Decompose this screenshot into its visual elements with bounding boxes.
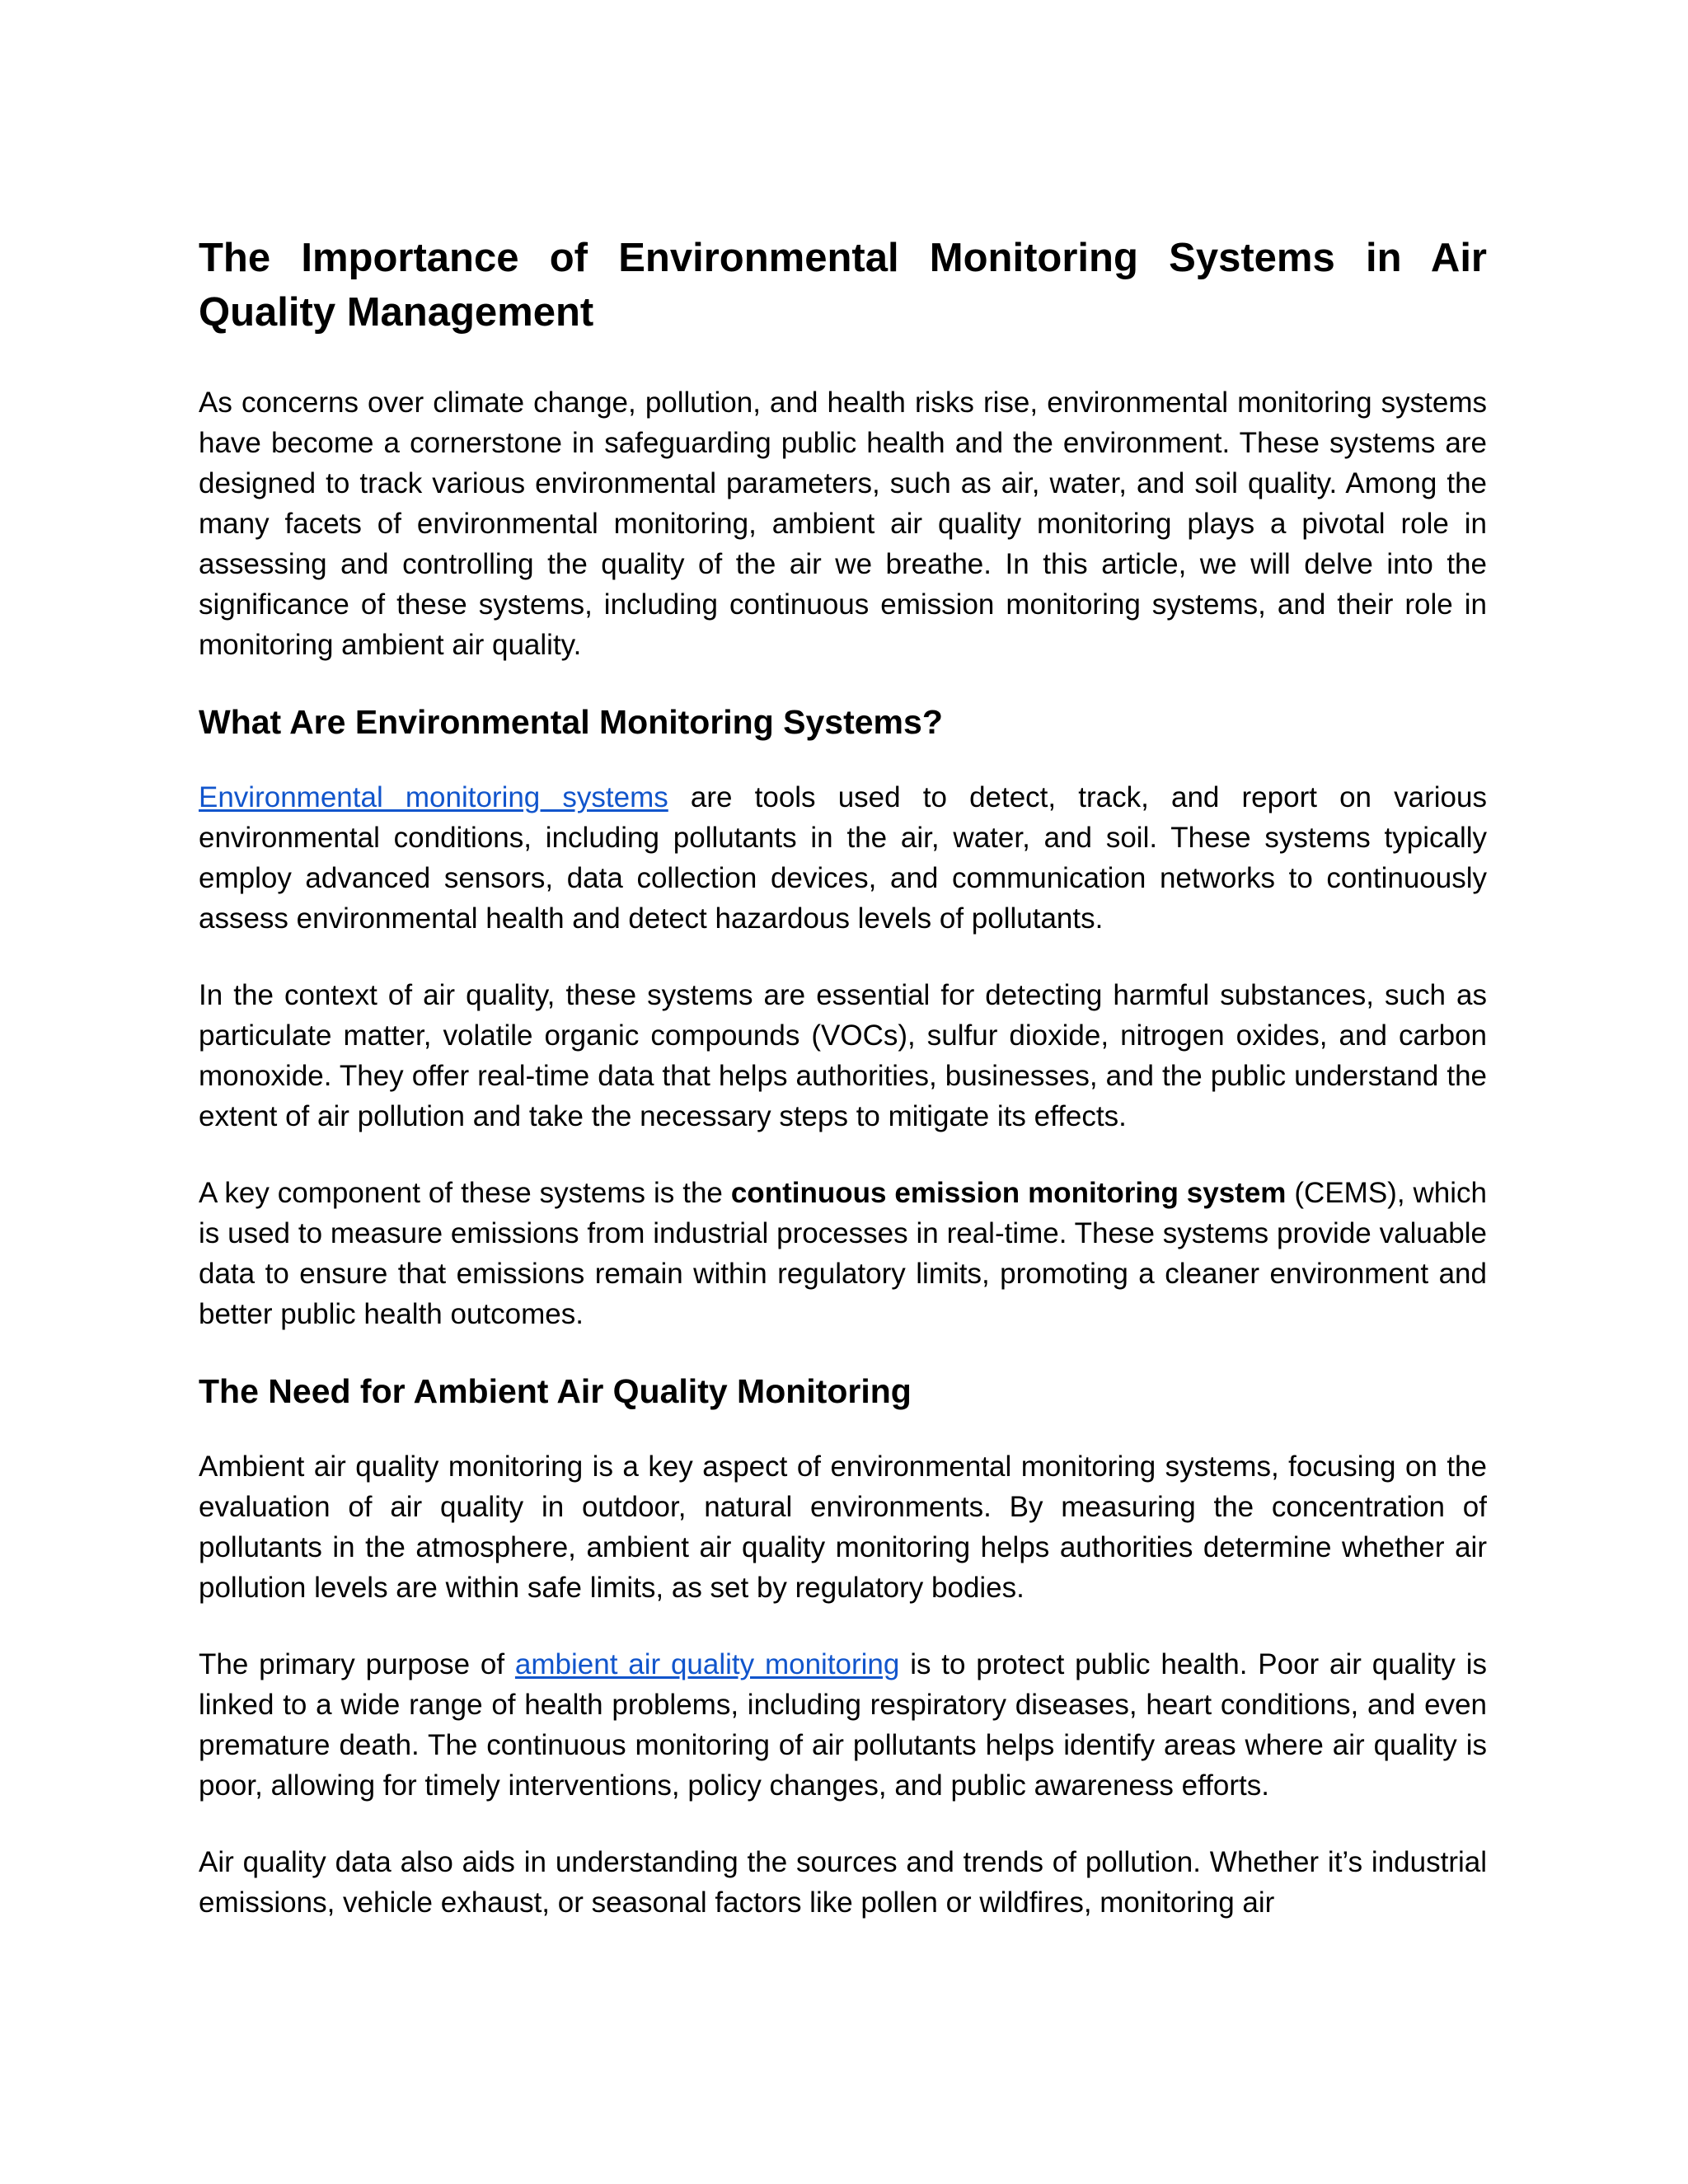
section1-paragraph-1 xyxy=(199,777,1487,939)
section1-paragraph-3-text: (CEMS), which is used to measure emissions from industrial processes in real-time. These systems provide valuable data to ensure that emissions remain within regulatory limits, promoting a cleaner environment and better public health outcomes. xyxy=(199,1177,1487,1330)
section1-paragraph-3-lead: A key component of these systems is the xyxy=(199,1177,731,1209)
ambient-air-quality-monitoring-link[interactable]: ambient air quality monitoring xyxy=(514,1648,900,1680)
document-body xyxy=(199,231,1487,1959)
section2-paragraph-1: Ambient air quality monitoring is a key aspect of environmental monitoring systems, focusing on the evaluation of air quality in outdoor, natural environments. By measuring the concentration of pollutants in the atmosphere, ambient air quality monitoring helps authorities determine whether air pollution levels are within safe limits, as set by regulatory bodies. xyxy=(199,1451,1487,1604)
section1-paragraph-1-text: are tools used to detect, track, and report on various environmental conditions, including pollutants in the air, water, and soil. These systems typically employ advanced sensors, data collection devices, and communication networks to continuously assess environmental health and detect hazardous levels of pollutants. xyxy=(199,781,1487,935)
section2-paragraph-2 xyxy=(199,1644,1487,1806)
environmental-monitoring-systems-link[interactable]: Environmental monitoring systems xyxy=(199,781,668,813)
section1-paragraph-2: In the context of air quality, these systems are essential for detecting harmful substances, such as particulate matter, volatile organic compounds (VOCs), sulfur dioxide, nitrogen oxides, and carbon monoxide. They offer real-time data that helps authorities, businesses, and the public understand the extent of air pollution and take the necessary steps to mitigate its effects. xyxy=(199,979,1487,1132)
section2-paragraph-2-text: is to protect public health. Poor air quality is linked to a wide range of health problems, including respiratory diseases, heart conditions, and even premature death. The continuous monitoring of air pollutants helps identify areas where air quality is poor, allowing for timely interventions, policy changes, and public awareness efforts. xyxy=(199,1648,1487,1802)
section2-paragraph-3: Air quality data also aids in understanding the sources and trends of pollution. Whether it’s industrial emissions, vehicle exhaust, or seasonal factors like pollen or wildfires, monitoring air xyxy=(199,1846,1487,1919)
intro-paragraph: As concerns over climate change, pollution, and health risks rise, environmental monitoring systems have become a cornerstone in safeguarding public health and the environment. These systems are designed to track various environmental parameters, such as air, water, and soil quality. Among the many facets of environmental monitoring, ambient air quality monitoring plays a pivotal role in assessing and controlling the quality of the air we breathe. In this article, we will delve into the significance of these systems, including continuous emission monitoring systems, and their role in monitoring ambient air quality. xyxy=(199,387,1487,661)
page-title: The Importance of Environmental Monitoring Systems in Air Quality Management xyxy=(199,236,1487,335)
section-heading-what-are-ems: What Are Environmental Monitoring Systems? xyxy=(199,703,943,741)
cems-bold-term: continuous emission monitoring system xyxy=(730,1177,1287,1209)
section2-paragraph-2-lead: The primary purpose of xyxy=(199,1648,515,1680)
section-heading-need-for-ambient: The Need for Ambient Air Quality Monitoring xyxy=(199,1372,912,1410)
section1-paragraph-3 xyxy=(199,1173,1487,1334)
